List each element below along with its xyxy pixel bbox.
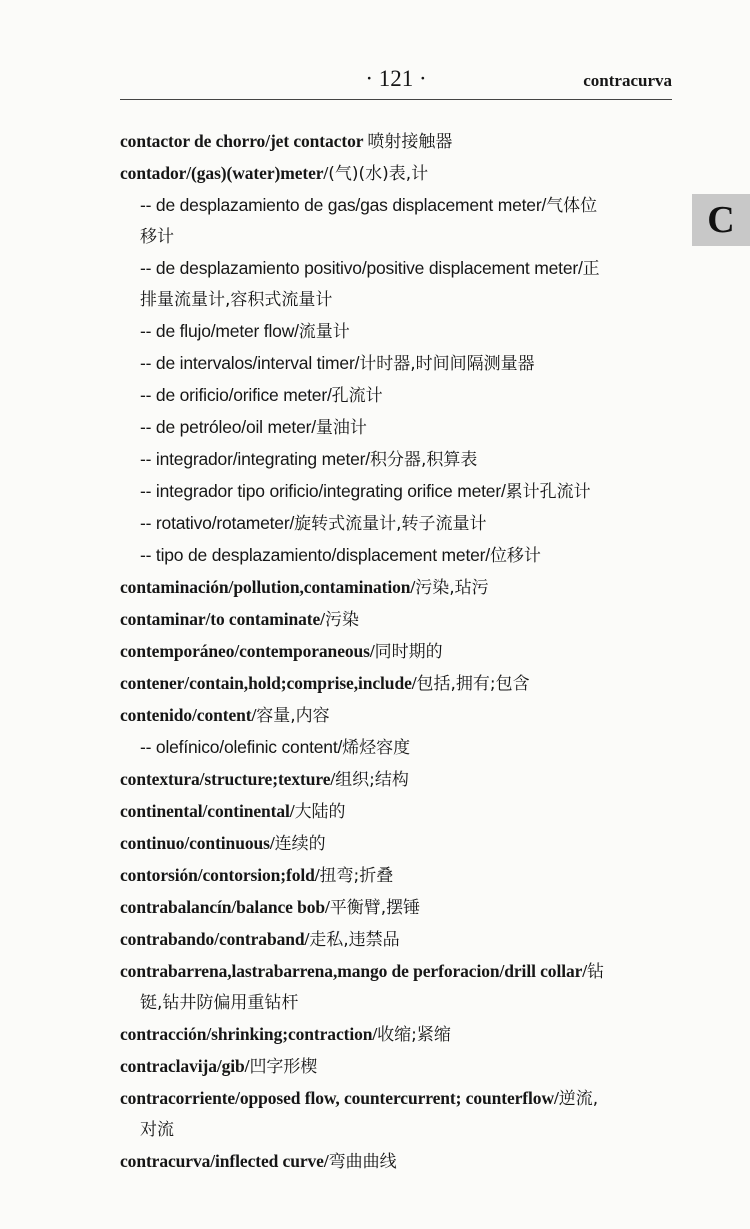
entry-translation: 计时器,时间间隔测量器 <box>359 354 535 374</box>
entry-term: contactor de chorro/jet contactor <box>120 131 368 151</box>
subentry <box>120 732 672 764</box>
entry-translation: 流量计 <box>298 322 350 342</box>
entry-translation: 扭弯;折叠 <box>319 866 394 886</box>
dictionary-entries <box>120 126 672 1178</box>
entry-translation: 逆流, <box>558 1089 599 1109</box>
headword-entry <box>120 828 672 860</box>
entry-term: contemporáneo/contemporaneous/ <box>120 641 375 661</box>
entry-translation: 烯烃容度 <box>342 738 411 758</box>
entry-term: -- tipo de desplazamiento/displacement meter/ <box>140 545 490 565</box>
entry-term: -- integrador tipo orificio/integrating orifice meter/ <box>140 481 506 501</box>
headword-entry <box>120 636 672 668</box>
entry-translation: 累计孔流计 <box>505 482 591 502</box>
headword-entry <box>120 572 672 604</box>
subentry <box>120 380 672 412</box>
entry-translation: 包括,拥有;包含 <box>416 674 530 694</box>
entry-term: -- olefínico/olefinic content/ <box>140 737 343 757</box>
headword-entry <box>120 604 672 636</box>
page-header <box>120 62 672 98</box>
header-rule <box>120 99 672 100</box>
entry-term: contrabarrena,lastrabarrena,mango de perforacion/drill collar/ <box>120 961 588 981</box>
entry-translation: 同时期的 <box>374 642 443 662</box>
entry-term: continental/continental/ <box>120 801 295 821</box>
entry-translation: 凹字形楔 <box>249 1057 318 1077</box>
entry-translation: 收缩;紧缩 <box>377 1025 451 1045</box>
entry-term: contrabalancín/balance bob/ <box>120 897 330 917</box>
subentry <box>120 412 672 444</box>
headword-entry <box>120 1083 672 1146</box>
entry-term: contador/(gas)(water)meter/ <box>120 163 329 183</box>
headword-entry <box>120 158 672 190</box>
headword-entry <box>120 1019 672 1051</box>
entry-term: contracción/shrinking;contraction/ <box>120 1024 378 1044</box>
subentry <box>120 190 672 253</box>
headword-entry <box>120 860 672 892</box>
entry-term: -- de orificio/orifice meter/ <box>140 385 332 405</box>
entry-translation: 平衡臂,摆锤 <box>329 898 421 918</box>
entry-term: -- de desplazamiento positivo/positive displacement meter/ <box>140 258 583 278</box>
entry-translation: 位移计 <box>489 546 541 566</box>
headword-entry <box>120 1146 672 1178</box>
entry-translation: 积分器,积算表 <box>369 450 478 470</box>
entry-translation: 量油计 <box>315 418 367 438</box>
running-head: contracurva <box>583 71 672 90</box>
subentry <box>120 253 672 316</box>
subentry <box>120 444 672 476</box>
entry-term: contaminar/to contaminate/ <box>120 609 325 629</box>
entry-translation-continued: 移计 <box>140 227 174 247</box>
headword-entry <box>120 126 672 158</box>
entry-term: continuo/continuous/ <box>120 833 275 853</box>
entry-term: contraclavija/gib/ <box>120 1056 250 1076</box>
entry-translation-continued: 排量流量计,容积式流量计 <box>140 290 333 310</box>
subentry <box>120 476 672 508</box>
entry-term: -- integrador/integrating meter/ <box>140 449 370 469</box>
entry-translation: 旋转式流量计,转子流量计 <box>294 514 487 534</box>
entry-term: contenido/content/ <box>120 705 257 725</box>
entry-translation: 正 <box>582 259 600 279</box>
entry-term: -- de desplazamiento de gas/gas displacement meter/ <box>140 195 547 215</box>
subentry <box>120 348 672 380</box>
entry-translation: 弯曲曲线 <box>328 1152 397 1172</box>
section-tab: C <box>692 194 750 246</box>
entry-translation: 大陆的 <box>294 802 346 822</box>
headword-entry <box>120 668 672 700</box>
subentry <box>120 508 672 540</box>
headword-entry <box>120 1051 672 1083</box>
entry-term: contracorriente/opposed flow, countercurrent; counterflow/ <box>120 1088 559 1108</box>
entry-translation: (气)(水)表,计 <box>328 164 429 184</box>
headword-entry <box>120 892 672 924</box>
entry-translation-continued: 铤,钻井防偏用重钻杆 <box>140 993 299 1013</box>
entry-translation: 容量,内容 <box>256 706 330 726</box>
subentry <box>120 540 672 572</box>
entry-term: contener/contain,hold;comprise,include/ <box>120 673 417 693</box>
headword-entry <box>120 764 672 796</box>
entry-translation: 连续的 <box>274 834 326 854</box>
entry-term: contorsión/contorsion;fold/ <box>120 865 320 885</box>
headword-entry <box>120 796 672 828</box>
entry-term: contaminación/pollution,contamination/ <box>120 577 416 597</box>
subentry <box>120 316 672 348</box>
entry-term: -- de petróleo/oil meter/ <box>140 417 316 437</box>
entry-translation: 组织;结构 <box>335 770 409 790</box>
entry-translation-continued: 对流 <box>140 1120 174 1140</box>
headword-entry <box>120 924 672 956</box>
headword-entry <box>120 956 672 1019</box>
entry-term: -- de intervalos/interval timer/ <box>140 353 360 373</box>
entry-term: -- de flujo/meter flow/ <box>140 321 299 341</box>
entry-translation: 走私,违禁品 <box>309 930 400 950</box>
entry-translation: 污染,玷污 <box>415 578 489 598</box>
entry-term: contextura/structure;texture/ <box>120 769 336 789</box>
page-number: · 121 · <box>365 66 427 91</box>
entry-term: -- rotativo/rotameter/ <box>140 513 295 533</box>
entry-translation: 气体位 <box>546 196 598 216</box>
entry-translation: 喷射接触器 <box>367 132 453 152</box>
headword-entry <box>120 700 672 732</box>
entry-translation: 污染 <box>324 610 359 630</box>
entry-translation: 孔流计 <box>331 386 383 406</box>
entry-translation: 钻 <box>587 962 605 982</box>
entry-term: contracurva/inflected curve/ <box>120 1151 329 1171</box>
entry-term: contrabando/contraband/ <box>120 929 310 949</box>
